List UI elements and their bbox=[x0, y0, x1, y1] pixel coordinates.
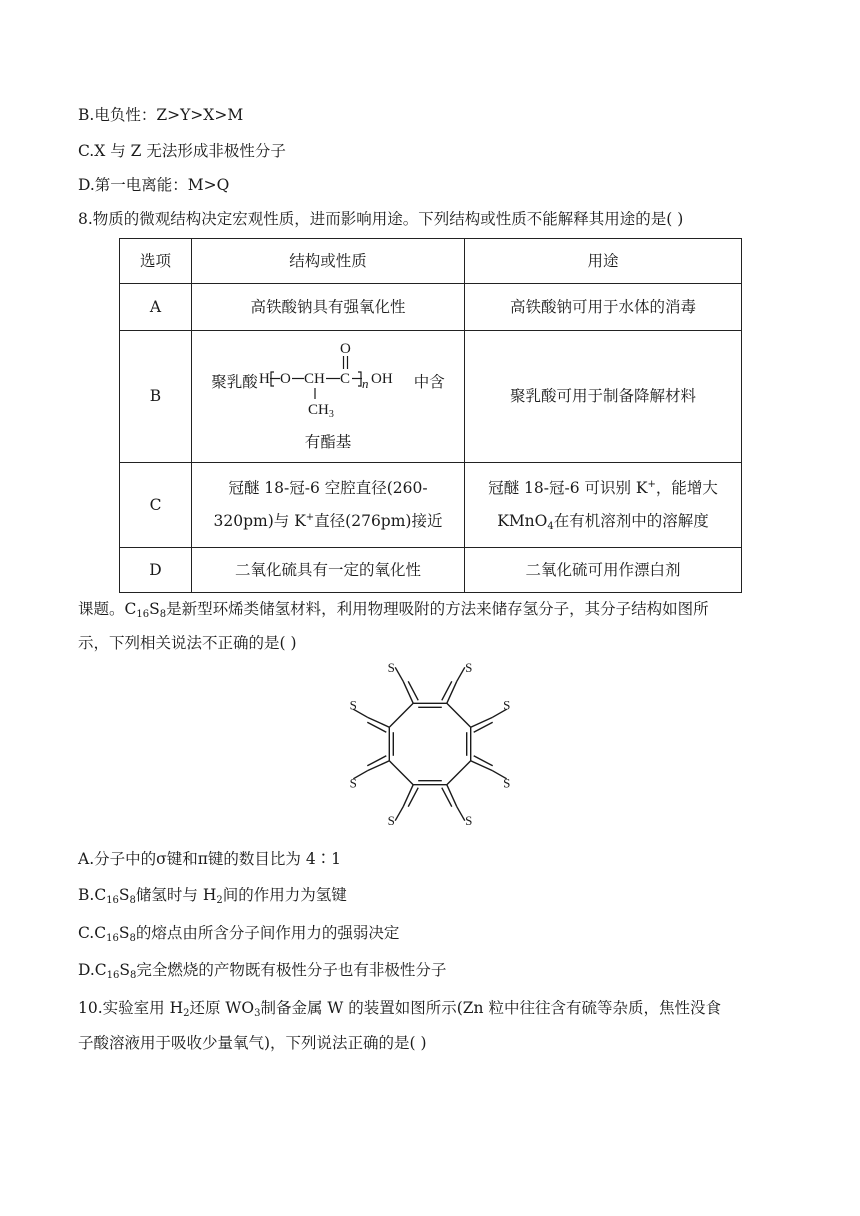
formula-ch3: $CH_3$ bbox=[307, 401, 334, 420]
thiophene-bond bbox=[447, 681, 457, 703]
formula-o: O bbox=[279, 370, 291, 387]
row-c-use bbox=[465, 463, 742, 548]
table-row bbox=[120, 463, 742, 548]
header-structure: 结构或性质 bbox=[192, 239, 465, 284]
sulfur-atom: S bbox=[503, 775, 511, 791]
double-bond bbox=[367, 756, 386, 766]
q10-stem-line2: 子酸溶液用于吸收少量氧气)，下列说法正确的是( ) bbox=[78, 1034, 427, 1052]
row-d-structure: 二氧化硫具有一定的氧化性 bbox=[192, 548, 465, 593]
table-row bbox=[120, 548, 742, 593]
c-s-bond bbox=[395, 807, 403, 821]
row-c-use-line2: KMnO$_4$在有机溶剂中的溶解度 bbox=[497, 512, 709, 532]
sulfur-atom: S bbox=[465, 659, 473, 675]
thiophene-bond bbox=[403, 681, 413, 703]
thiophene-bond bbox=[471, 717, 493, 727]
row-a-option: A bbox=[120, 284, 192, 331]
row-b-line2: 有酯基 bbox=[304, 432, 352, 451]
row-c-structure bbox=[192, 463, 465, 548]
row-a-structure: 高铁酸钠具有强氧化性 bbox=[192, 284, 465, 331]
c-s-bond bbox=[395, 667, 403, 681]
thiophene-bond bbox=[403, 785, 413, 807]
q8-options-table bbox=[119, 238, 742, 593]
formula-carbonyl-o: O bbox=[339, 341, 351, 357]
row-b-prefix: 聚乳酸 bbox=[211, 372, 258, 391]
c-s-bond bbox=[457, 667, 465, 681]
ring-bond bbox=[447, 703, 471, 727]
double-bond bbox=[367, 722, 386, 732]
formula-h: H bbox=[258, 370, 270, 387]
sulfur-atom: S bbox=[349, 697, 357, 713]
ring-bond bbox=[389, 761, 413, 785]
q7-option-b: B.电负性：Z>Y>X>M bbox=[78, 106, 244, 124]
sulfur-atom: S bbox=[349, 775, 357, 791]
double-bond bbox=[442, 681, 452, 700]
double-bond bbox=[442, 788, 452, 807]
q8-stem: 8.物质的微观结构决定宏观性质，进而影响用途。下列结构或性质不能解释其用途的是( ) bbox=[78, 210, 684, 228]
ring-bond bbox=[389, 703, 413, 727]
q9-option-d: $D.C_{16}S_8$完全燃烧的产物既有极性分子也有非极性分子 bbox=[78, 961, 447, 981]
row-b-structure bbox=[192, 331, 465, 463]
formula-ch: CH bbox=[303, 370, 325, 387]
double-bond bbox=[408, 681, 418, 700]
row-c-use-line1: 冠醚 18-冠-6 可识别 K+，能增大 bbox=[488, 479, 718, 497]
thiophene-bond bbox=[471, 761, 493, 771]
polylactic-acid-formula bbox=[258, 342, 414, 422]
header-option: 选项 bbox=[120, 239, 192, 284]
q9-option-a: A.分子中的σ键和π键的数目比为 4∶1 bbox=[78, 850, 342, 868]
header-use: 用途 bbox=[465, 239, 742, 284]
formula-c: C bbox=[339, 370, 350, 387]
c-s-bond bbox=[457, 807, 465, 821]
row-c-structure-line1: 冠醚 18-冠-6 空腔直径(260- bbox=[228, 479, 428, 497]
row-b-use: 聚乳酸可用于制备降解材料 bbox=[465, 331, 742, 463]
thiophene-bond bbox=[367, 717, 389, 727]
double-bond bbox=[474, 756, 493, 766]
sulfur-atom: S bbox=[465, 813, 473, 829]
row-b-suffix: 中含 bbox=[413, 372, 445, 391]
double-bond bbox=[408, 788, 418, 807]
row-d-option: D bbox=[120, 548, 192, 593]
formula-oh: OH bbox=[370, 370, 393, 387]
sulfur-atom: S bbox=[503, 697, 511, 713]
sulfur-atom: S bbox=[387, 659, 395, 675]
table-header-row bbox=[120, 239, 742, 284]
row-a-use: 高铁酸钠可用于水体的消毒 bbox=[465, 284, 742, 331]
q7-option-c: C.X 与 Z 无法形成非极性分子 bbox=[78, 142, 286, 160]
row-b-option: B bbox=[120, 331, 192, 463]
row-c-option: C bbox=[120, 463, 192, 548]
q10-stem-line1: 10.实验室用 $H_2$还原 $WO_3$制备金属 W 的装置如图所示(Zn 粒中往往含有硫等杂质，焦性没食 bbox=[78, 999, 721, 1019]
q9-stem-line1: 课题。$C_{16}S_8$是新型环烯类储氢材料，利用物理吸附的方法来储存氢分子，其分子结构如图所 bbox=[78, 600, 709, 620]
sulfur-atom: S bbox=[387, 813, 395, 829]
thiophene-bond bbox=[447, 785, 457, 807]
q7-option-d: D.第一电离能：M>Q bbox=[78, 176, 230, 194]
row-d-use: 二氧化硫可用作漂白剂 bbox=[465, 548, 742, 593]
q9-option-c: $C.C_{16}S_8$的熔点由所含分子间作用力的强弱决定 bbox=[78, 924, 400, 944]
table-row bbox=[120, 284, 742, 331]
ring-bond bbox=[447, 761, 471, 785]
double-bond bbox=[474, 722, 493, 732]
c16s8-structure-figure bbox=[340, 654, 520, 834]
table-row bbox=[120, 331, 742, 463]
q9-option-b: $B.C_{16}S_8$储氢时与 $H_2$间的作用力为氢键 bbox=[78, 886, 347, 906]
row-c-structure-line2: 320pm)与 K+直径(276pm)接近 bbox=[213, 512, 443, 530]
formula-n: n bbox=[361, 375, 369, 391]
thiophene-bond bbox=[367, 761, 389, 771]
q9-stem-line2: 示，下列相关说法不正确的是( ) bbox=[78, 634, 297, 652]
